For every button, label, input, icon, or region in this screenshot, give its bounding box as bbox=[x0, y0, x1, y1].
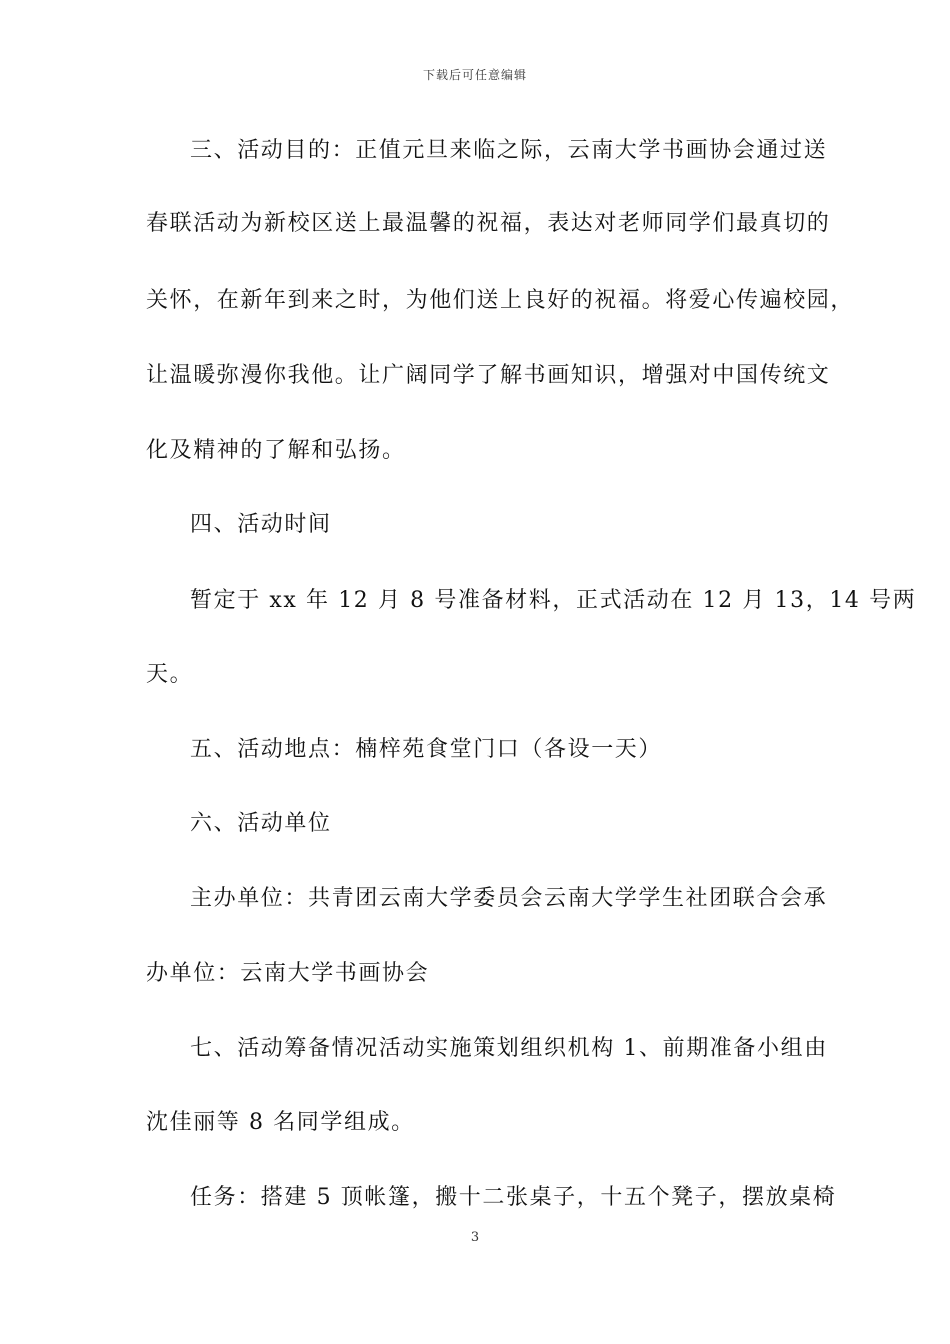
text-line: 任务：搭建 5 顶帐篷，搬十二张桌子，十五个凳子，摆放桌椅 bbox=[190, 1185, 837, 1210]
text-line: 化及精神的了解和弘扬。 bbox=[146, 438, 406, 463]
text-line: 关怀，在新年到来之时，为他们送上良好的祝福。将爱心传遍校园， bbox=[146, 288, 855, 313]
text-line: 主办单位：共青团云南大学委员会云南大学学生社团联合会承 bbox=[190, 886, 828, 911]
section-heading: 七、活动筹备情况活动实施策划组织机构 1、前期准备小组由 bbox=[190, 1036, 828, 1061]
section-heading: 四、活动时间 bbox=[190, 512, 332, 537]
text-line: 暂定于 xx 年 12 月 8 号准备材料，正式活动在 12 月 13，14 号两 bbox=[190, 588, 917, 613]
text-line: 天。 bbox=[146, 662, 194, 687]
text-line: 沈佳丽等 8 名同学组成。 bbox=[146, 1110, 415, 1135]
section-heading: 六、活动单位 bbox=[190, 811, 332, 836]
page-number: 3 bbox=[470, 1230, 480, 1245]
text-line: 三、活动目的：正值元旦来临之际，云南大学书画协会通过送 bbox=[190, 138, 828, 163]
header-note: 下载后可任意编辑 bbox=[422, 68, 527, 82]
text-line: 办单位：云南大学书画协会 bbox=[146, 961, 430, 986]
text-line: 让温暖弥漫你我他。让广阔同学了解书画知识，增强对中国传统文 bbox=[146, 363, 831, 388]
text-line: 春联活动为新校区送上最温馨的祝福，表达对老师同学们最真切的 bbox=[146, 211, 831, 236]
section-heading: 五、活动地点：楠梓苑食堂门口（各设一天） bbox=[190, 737, 663, 762]
